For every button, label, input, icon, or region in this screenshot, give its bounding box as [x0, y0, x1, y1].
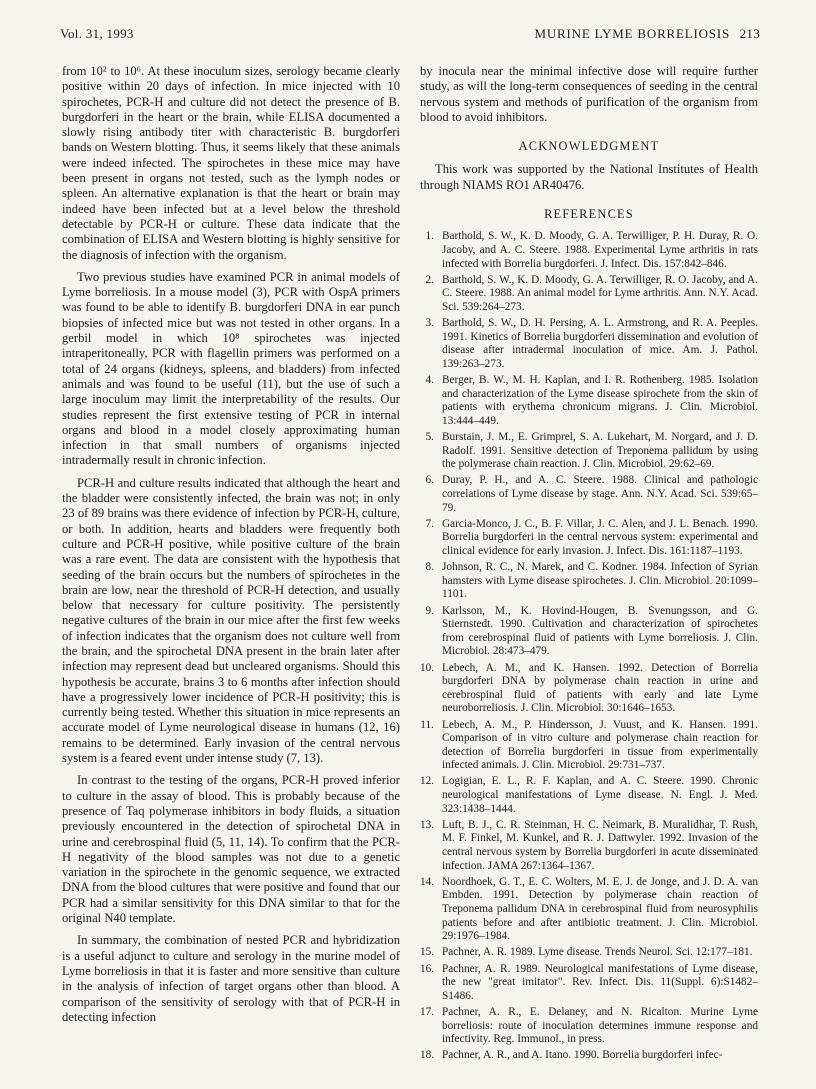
reference-text: Karlsson, M., K. Hovind-Hougen, B. Svenungsson, and G. Stiernstedt. 1990. Cultivation and characterization of spirochetes from cerebrospinal fluid of patients with Lyme borreliosis. J. Clin. Microbiol. 28:473–479.	[442, 604, 758, 658]
reference-item	[420, 1049, 758, 1063]
body-paragraph: PCR-H and culture results indicated that although the heart and the bladder were consistently infected, the brain was not; in only 23 of 89 brains was there evidence of infection by PCR-H, culture, or both. In addition, hearts and bladders were frequently both culture and PCR-H positive, while positive culture of the brain was a rare event. The data are consistent with the hypothesis that seeding of the brain occurs but the numbers of spirochetes in the brain are low, near the threshold of PCR-H detection, and usually below that necessary for culture positivity. The persistently negative cultures of the brain in our mice after the first few weeks of infection indicates that the organism does not culture well from the brain, and the spirochetal DNA present in the brain later after infection may represent dead but uncleared organisms. Should this hypothesis be accurate, brains 3 to 6 months after infection should have a progressively lower incidence of PCR-H positivity; this is currently being tested. Whether this situation in mice represents an accurate model of Lyme neurological disease in humans (12, 16) remains to be determined. Early invasion of the central nervous system is a feared event under intense study (7, 13).	[62, 475, 400, 766]
reference-item	[420, 876, 758, 944]
page-number: 213	[739, 26, 760, 41]
right-column	[420, 64, 758, 1066]
reference-text: Johnson, R. C., N. Marek, and C. Kodner. 1984. Infection of Syrian hamsters with Lyme disease spirochetes. J. Clin. Microbiol. 20:1099–1101.	[442, 561, 758, 601]
reference-item	[420, 662, 758, 716]
reference-item	[420, 230, 758, 271]
reference-item	[420, 317, 758, 371]
reference-item	[420, 946, 758, 960]
references-heading: REFERENCES	[544, 207, 634, 222]
reference-number: 16.	[420, 962, 435, 975]
left-column	[62, 64, 400, 1025]
reference-item	[420, 561, 758, 602]
reference-text: Noordhoek, G. T., E. C. Wolters, M. E. J. de Jonge, and J. D. A. van Embden. 1991. Detection by polymerase chain reaction of Treponema pallidum DNA in cerebrospinal fluid from neurosyphilis patients before and after antibiotic treatment. J. Clin. Microbiol. 29:1976–1984.	[442, 875, 758, 943]
reference-text: Burstain, J. M., E. Grimprel, S. A. Lukehart, M. Norgard, and J. D. Radolf. 1991. Sensitive detection of Treponema pallidum by using the polymerase chain reaction. J. Clin. Microbiol. 29:62–69.	[442, 431, 758, 471]
reference-number: 7.	[425, 517, 434, 530]
reference-text: Pachner, A. R., and A. Itano. 1990. Borrelia burgdorferi infec-	[442, 1049, 723, 1062]
reference-text: Barthold, S. W., K. D. Moody, G. A. Terwilliger, P. H. Duray, R. O. Jacoby, and A. C. Steere. 1988. Experimental Lyme arthritis in rats infected with Borrelia burgdorferi. J. Infect. Dis. 157:842–846.	[442, 230, 758, 270]
body-paragraph: In summary, the combination of nested PCR and hybridization is a useful adjunct to culture and serology in the murine model of Lyme borreliosis in that it is faster and more sensitive than culture in the analysis of infection of target organs other than blood. A comparison of the sensitivity of serology with that of PCR-H in detecting infection	[62, 933, 400, 1024]
reference-number: 12.	[420, 775, 435, 788]
reference-text: Logigian, E. L., R. F. Kaplan, and A. C. Steere. 1990. Chronic neurological manifestations of Lyme disease. N. Engl. J. Med. 323:1438–1444.	[442, 775, 758, 815]
reference-number: 1.	[425, 230, 434, 243]
reference-number: 10.	[420, 661, 435, 674]
reference-number: 4.	[425, 374, 434, 387]
reference-text: Lebech, A. M., P. Hindersson, J. Vuust, and K. Hansen. 1991. Comparison of in vitro culture and polymerase chain reaction for detection of Borrelia burgdorferi in tissue from experimentally infected animals. J. Clin. Microbiol. 29:731–737.	[442, 718, 758, 772]
reference-item	[420, 775, 758, 816]
reference-item	[420, 374, 758, 428]
reference-item	[420, 819, 758, 873]
reference-number: 2.	[425, 273, 434, 286]
reference-number: 11.	[420, 718, 434, 731]
reference-item	[420, 431, 758, 472]
reference-number: 9.	[425, 604, 434, 617]
reference-text: Pachner, A. R. 1989. Neurological manifestations of Lyme disease, the new "great imitator". Rev. Infect. Dis. 11(Suppl. 6):S1482–S1486.	[442, 962, 758, 1002]
reference-item	[420, 518, 758, 559]
reference-number: 8.	[425, 561, 434, 574]
reference-item	[420, 1006, 758, 1047]
reference-text: Luft, B. J., C. R. Steinman, H. C. Neimark, B. Muralidhar, T. Rush, M. F. Finkel, M. Kunkel, and R. J. Dattwyler. 1992. Invasion of the central nervous system by Borrelia burgdorferi in acute disseminated infection. JAMA 267:1364–1367.	[442, 818, 758, 872]
reference-text: Barthold, S. W., K. D. Moody, G. A. Terwilliger, R. O. Jacoby, and A. C. Steere. 1988. An animal model for Lyme arthritis. Ann. N.Y. Acad. Sci. 539:264–273.	[442, 273, 758, 313]
reference-text: Pachner, A. R. 1989. Lyme disease. Trends Neurol. Sci. 12:177–181.	[442, 946, 753, 959]
body-paragraph: In contrast to the testing of the organs, PCR-H proved inferior to culture in the assay of blood. This is probably because of the presence of Taq polymerase inhibitors in body fluids, a situation previously encountered in the detection of spirochetal DNA in urine and cerebrospinal fluid (5, 11, 14). To confirm that the PCR-H negativity of the blood samples was not due to a genetic variation in the spirochete in the genomic sequence, we extracted DNA from the blood cultures that were positive and found that our PCR had a similar sensitivity for this DNA similar to that for the original N40 template.	[62, 773, 400, 926]
acknowledgment-heading: ACKNOWLEDGMENT	[518, 139, 660, 154]
reference-item	[420, 719, 758, 773]
reference-item	[420, 474, 758, 515]
reference-number: 18.	[420, 1049, 435, 1062]
reference-number: 6.	[425, 474, 434, 487]
reference-number: 5.	[425, 431, 434, 444]
reference-item	[420, 963, 758, 1004]
body-paragraph: Two previous studies have examined PCR in animal models of Lyme borreliosis. In a mouse model (3), PCR with OspA primers was found to be able to identify B. burgdorferi DNA in ear punch biopsies of infected mice but was not tested in other organs. In a gerbil model in which 10⁸ spirochetes was injected intraperitoneally, PCR with flagellin primers was performed on a total of 24 organs (kidneys, spleens, and bladders) from infected animals and was found to be useful (11), but the use of such a large inoculum may limit the interpretability of the results. Our studies represent the first extensive testing of PCR in internal organs and blood in a model closely approximating human infection in that small numbers of organisms injected intradermally result in chronic infection.	[62, 269, 400, 468]
reference-list	[420, 230, 758, 1063]
reference-number: 17.	[420, 1005, 435, 1018]
continuation-paragraph: by inocula near the minimal infective dose will require further study, as will the long-term consequences of seeding in the central nervous system and methods of purification of the organism from blood to avoid inhibitors.	[420, 64, 758, 124]
reference-text: Garcia-Monco, J. C., B. F. Villar, J. C. Alen, and J. L. Benach. 1990. Borrelia burgdorferi in the central nervous system: experimental and clinical evidence for early invasion. J. Infect. Dis. 161:1187–1193.	[442, 517, 758, 557]
reference-text: Barthold, S. W., D. H. Persing, A. L. Armstrong, and R. A. Peeples. 1991. Kinetics of Borrelia burgdorferi dissemination and evolution of disease after intradermal inoculation of mice. Am. J. Pathol. 139:263–273.	[442, 317, 758, 370]
body-paragraph: from 10² to 10⁶. At these inoculum sizes, serology became clearly positive within 20 days of infection. In mice injected with 10 spirochetes, PCR-H and culture did not detect the presence of B. burgdorferi in the heart or the brain, while ELISA documented a slowly rising antibody titer with characteristic B. burgdorferi bands on Western blotting. Thus, it seems likely that these animals were indeed infected. The spirochetes in these mice may have been present in organs not tested, such as the lymph nodes or spleen. An alternative explanation is that the heart or brain may indeed have been infected but at a level below the threshold detectable by PCR-H or culture. These data indicate that the combination of ELISA and Western blotting is highly sensitive for the diagnosis of infection with the organism.	[62, 64, 400, 262]
reference-item	[420, 274, 758, 315]
reference-number: 14.	[420, 875, 435, 888]
acknowledgment-text: This work was supported by the National Institutes of Health through NIAMS RO1 AR40476.	[420, 162, 758, 192]
reference-item	[420, 605, 758, 659]
reference-number: 13.	[420, 818, 435, 831]
journal-volume: Vol. 31, 1993	[60, 26, 134, 41]
reference-text: Lebech, A. M., and K. Hansen. 1992. Detection of Borrelia burgdorferi DNA by polymerase chain reaction in urine and cerebrospinal fluid of patients with early and late Lyme neuroborreliosis. J. Clin. Microbiol. 30:1646–1653.	[442, 661, 758, 715]
running-header	[60, 26, 760, 46]
reference-text: Berger, B. W., M. H. Kaplan, and I. R. Rothenberg. 1985. Isolation and characterization of the Lyme disease spirochete from the skin of patients with erythema chronicum migrans. J. Clin. Microbiol. 13:444–449.	[442, 374, 758, 427]
reference-number: 15.	[420, 946, 435, 959]
reference-number: 3.	[425, 317, 434, 330]
reference-text: Duray, P. H., and A. C. Steere. 1988. Clinical and pathologic correlations of Lyme disease by stage. Ann. N.Y. Acad. Sci. 539:65–79.	[442, 474, 758, 514]
running-title: MURINE LYME BORRELIOSIS	[534, 26, 730, 41]
reference-text: Pachner, A. R., E. Delaney, and N. Ricalton. Murine Lyme borreliosis: route of inoculation determines immune response and infectivity. Reg. Immunol., in press.	[442, 1005, 758, 1046]
